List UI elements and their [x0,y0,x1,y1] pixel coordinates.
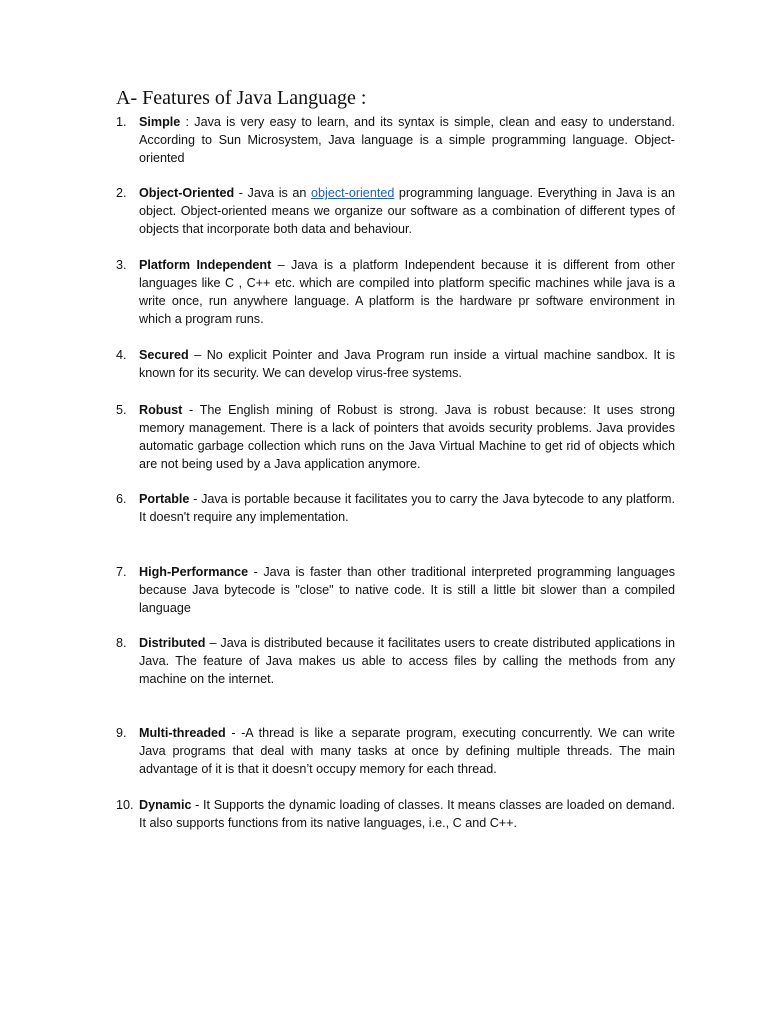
feature-description: - Java is faster than other traditional interpreted programming languages because Java bytecode is "close" to native code. It is still a little bit slower than a compiled language [139,565,675,615]
feature-term: Simple [139,115,181,129]
list-item-body [139,256,675,328]
list-item-number: 7. [116,565,127,579]
list-item-number: 10. [116,798,134,812]
list-item-body [139,346,675,382]
list-item-body [139,113,675,167]
list-item-secured [116,346,675,382]
feature-description: - -A thread is like a separate program, executing concurrently. We can write Java programs that deal with many tasks at once by defining multiple threads. The main advantage of it is that it doesn’t occupy memory for each thread. [139,726,675,776]
feature-description: - The English mining of Robust is strong. Java is robust because: It uses strong memory management. There is a lack of pointers that avoids security problems. Java provides automatic garbage collection which runs on the Java Virtual Machine to get rid of objects which are not being used by a Java application anymore. [139,403,675,471]
list-item-dynamic [116,796,675,832]
list-item-distributed [116,634,675,688]
feature-description: - Java is portable because it facilitates you to carry the Java bytecode to any platform. It doesn't require any implementation. [139,492,675,524]
list-item-number: 2. [116,186,127,200]
feature-description-end: programming language. Everything in Java is an object. Object-oriented means we organize our software as a combination of different types of objects that incorporate both data and behaviour. [139,186,675,236]
feature-term: Secured [139,348,189,362]
list-item-number: 1. [116,115,127,129]
list-item-number: 3. [116,258,127,272]
list-item-number: 5. [116,403,127,417]
feature-description: – Java is distributed because it facilitates users to create distributed applications in Java. The feature of Java makes us able to access files by calling the methods from any machine on the internet. [139,636,675,686]
list-item-body [139,490,675,526]
list-item-platform-independent [116,256,675,328]
list-item-simple [116,113,675,167]
list-item-body [139,184,675,238]
feature-description: – Java is a platform Independent because it is different from other languages like C , C++ etc. which are compiled into platform specific machines while java is a write once, run anywhere language. A platform is the hardware pr software environment in which a program runs. [139,258,675,326]
list-item-robust [116,401,675,473]
feature-term: Object-Oriented [139,186,235,200]
feature-term: Portable [139,492,190,506]
list-item-multi-threaded [116,724,675,778]
list-item-body [139,724,675,778]
feature-description: : Java is very easy to learn, and its syntax is simple, clean and easy to understand. According to Sun Microsystem, Java language is a simple programming language. Object-oriented [139,115,675,165]
feature-description-start: - Java is an [234,186,312,200]
feature-term: Distributed [139,636,206,650]
feature-term: Multi-threaded [139,726,226,740]
feature-term: Platform Independent [139,258,272,272]
object-oriented-link[interactable]: object-oriented [311,186,395,200]
list-item-number: 9. [116,726,127,740]
feature-description: - It Supports the dynamic loading of classes. It means classes are loaded on demand. It also supports functions from its native languages, i.e., C and C++. [139,798,675,830]
list-item-high-performance [116,563,675,617]
feature-term: High-Performance [139,565,249,579]
list-item-number: 6. [116,492,127,506]
list-item-portable [116,490,675,526]
list-item-body [139,634,675,688]
list-item-number: 8. [116,636,127,650]
list-item-object-oriented [116,184,675,238]
feature-term: Robust [139,403,183,417]
list-item-body [139,563,675,617]
page-heading: A- Features of Java Language : [116,87,367,109]
list-item-number: 4. [116,348,127,362]
list-item-body [139,796,675,832]
feature-term: Dynamic [139,798,192,812]
list-item-body [139,401,675,473]
feature-description: – No explicit Pointer and Java Program run inside a virtual machine sandbox. It is known for its security. We can develop virus-free systems. [139,348,675,380]
